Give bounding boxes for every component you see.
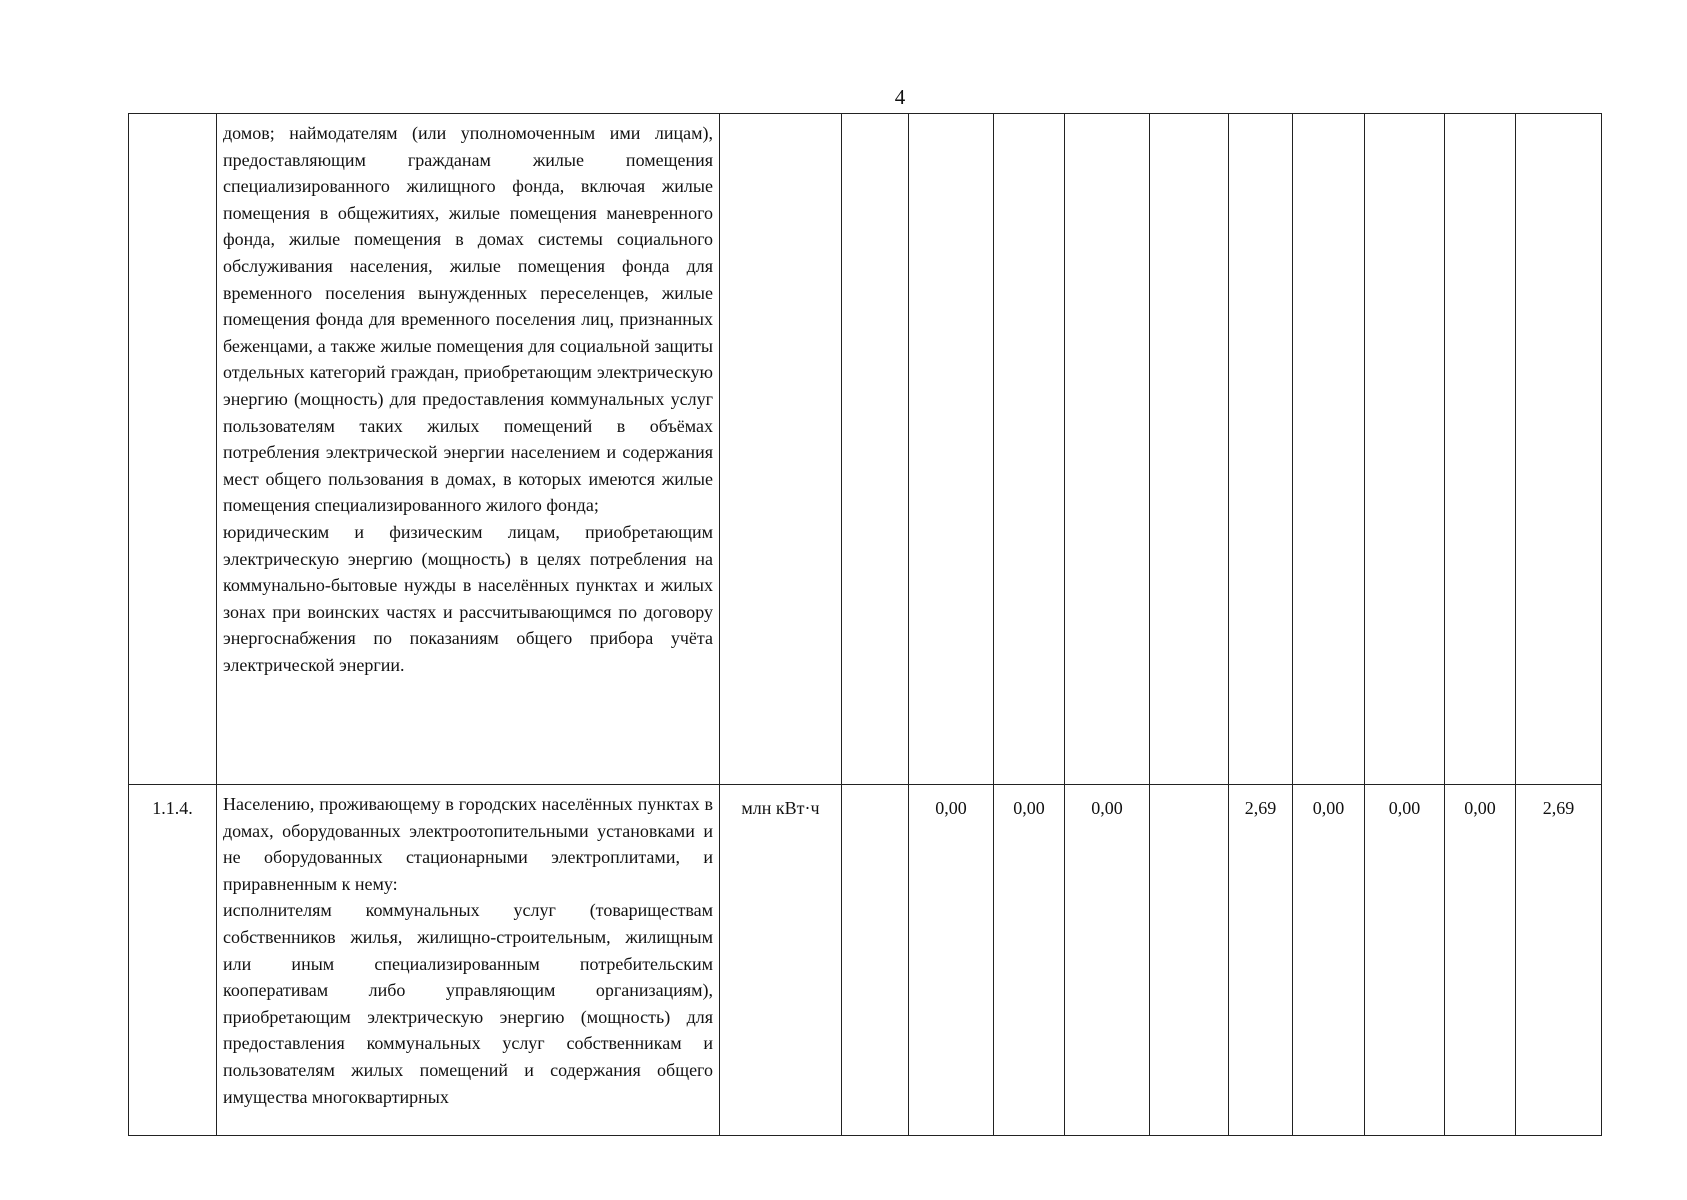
value-cell	[909, 114, 994, 785]
data-table	[128, 113, 1602, 1136]
value-cell	[842, 114, 909, 785]
value-cell	[1150, 785, 1229, 1136]
value-cell	[842, 785, 909, 1136]
value-cell	[994, 114, 1065, 785]
value-cell: 0,00	[1293, 785, 1365, 1136]
table-row	[129, 114, 1602, 785]
unit-cell: млн кВт·ч	[720, 785, 842, 1136]
value-cell: 2,69	[1516, 785, 1602, 1136]
row-number-cell: 1.1.4.	[129, 785, 217, 1136]
unit-cell	[720, 114, 842, 785]
row-number-cell	[129, 114, 217, 785]
value-cell: 0,00	[994, 785, 1065, 1136]
row-description-cell	[217, 785, 720, 1136]
value-cell	[1445, 114, 1516, 785]
value-cell: 0,00	[1065, 785, 1150, 1136]
value-cell	[1150, 114, 1229, 785]
description-paragraph: юридическим и физическим лицам, приобретающим электрическую энергию (мощность) в целях потребления на коммунально-бытовые нужды в населённых пунктах и жилых зонах при воинских частях и рассчитывающимся по договору энергоснабжения по показаниям общего прибора учёта электрической энергии.	[223, 521, 713, 675]
value-cell	[1365, 114, 1445, 785]
value-cell	[1065, 114, 1150, 785]
value-cell	[1516, 114, 1602, 785]
value-cell	[1229, 114, 1293, 785]
value-cell: 0,00	[1445, 785, 1516, 1136]
table-row	[129, 785, 1602, 1136]
description-paragraph: домов; наймодателям (или уполномоченным ими лицам), предоставляющим гражданам жилые помещения специализированного жилищного фонда, включая жилые помещения в общежитиях, жилые помещения маневренного фонда, жилые помещения в домах системы социального обслуживания населения, жилые помещения фонда для временного поселения вынужденных переселенцев, жилые помещения фонда для временного поселения лиц, признанных беженцами, а также жилые помещения для социальной защиты отдельных категорий граждан, приобретающим электрическую энергию (мощность) для предоставления коммунальных услуг пользователям таких жилых помещений в объёмах потребления электрической энергии населением и содержания мест общего пользования в домах, в которых имеются жилые помещения специализированного жилого фонда;	[223, 123, 713, 516]
value-cell: 2,69	[1229, 785, 1293, 1136]
value-cell: 0,00	[1365, 785, 1445, 1136]
row-description-cell	[217, 114, 720, 785]
description-paragraph: Населению, проживающему в городских населённых пунктах в домах, оборудованных электроотопительными установками и не оборудованных стационарными электроплитами, и приравненным к нему:	[223, 794, 713, 894]
description-paragraph: исполнителям коммунальных услуг (товариществам собственников жилья, жилищно-строительным, жилищным или иным специализированным потребительским кооперативам либо управляющим организациям), приобретающим электрическую энергию (мощность) для предоставления коммунальных услуг собственникам и пользователям жилых помещений и содержания общего имущества многоквартирных	[223, 900, 713, 1107]
value-cell: 0,00	[909, 785, 994, 1136]
page-number: 4	[894, 85, 906, 109]
value-cell	[1293, 114, 1365, 785]
